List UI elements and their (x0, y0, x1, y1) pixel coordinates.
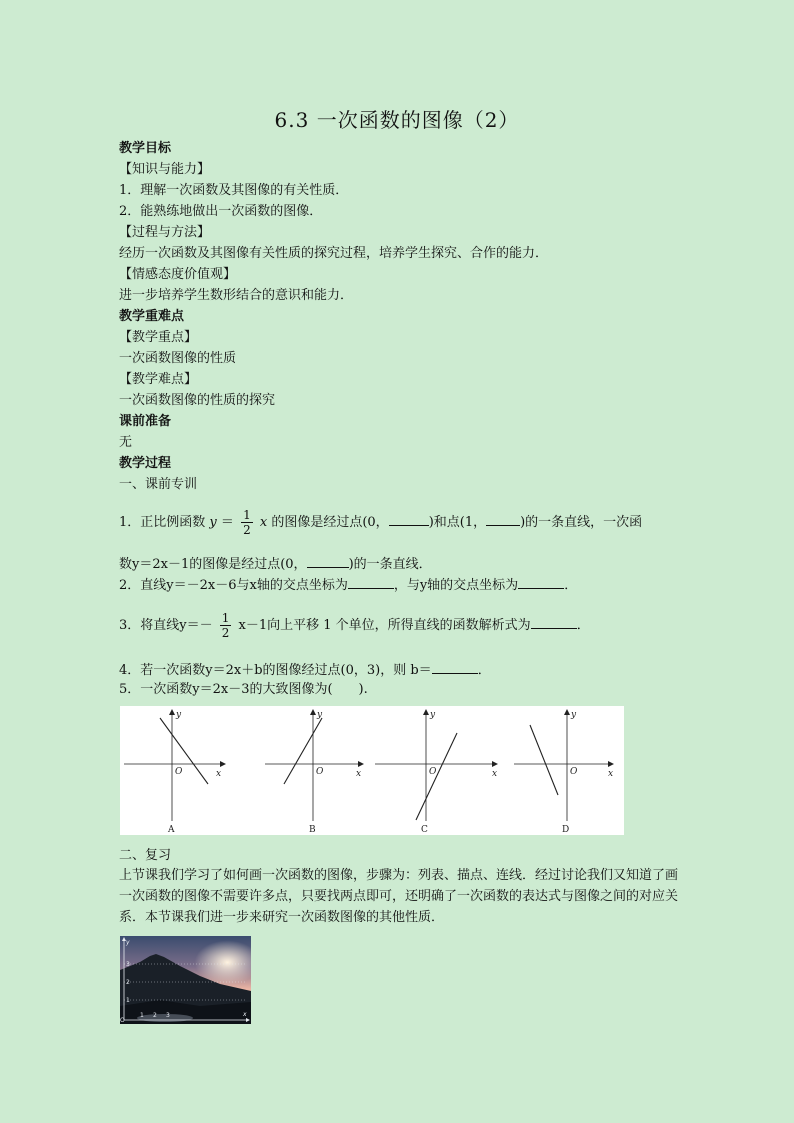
question-5: 5．一次函数y＝2x－3的大致图像为( ). (119, 682, 368, 697)
graph-d-origin: O (570, 767, 578, 777)
q4-text-a: 4．若一次函数y＝2x＋b的图像经过点(0，3)，则 b＝ (119, 663, 432, 678)
graph-options-svg (120, 706, 624, 835)
q1-line2-text-a: 数y＝2x－1的图像是经过点(0， (119, 557, 307, 572)
graph-d-x-label: x (608, 769, 614, 779)
part1-heading: 一、课前专训 (119, 477, 198, 492)
graph-c-x-label: x (492, 769, 498, 779)
q3-text-c: ． (576, 618, 590, 633)
q1-line2-text-b: )的一条直线． (348, 557, 432, 572)
graph-b-label: B (309, 825, 316, 835)
question-1-line-2 (119, 553, 432, 575)
q2-blank-1[interactable] (348, 574, 394, 589)
photo-x-tick-2: 2 (153, 1012, 157, 1019)
q1-var-x: x (259, 515, 268, 530)
question-3 (119, 611, 590, 641)
review-heading: 二、复习 (119, 848, 172, 863)
q1-fraction (241, 508, 253, 537)
q2-text-b: ，与y轴的交点坐标为 (393, 578, 519, 593)
graph-a-label: A (168, 825, 175, 835)
attitude-heading: 【情感态度价值观】 (119, 267, 237, 282)
review-text: 上节课我们学习了如何画一次函数的图像，步骤为：列表、描点、连线．经过讨论我们又知道了画一次函数的图像不需要许多点，只要找两点即可，还明确了一次函数的表达式与图像之间的对应关系．本节课我们进一步来研究一次函数图像的其他性质． (119, 868, 679, 925)
graph-c (375, 709, 498, 835)
graph-c-label: C (421, 825, 428, 835)
q1-var-y: y (209, 515, 217, 530)
process-text: 经历一次函数及其图像有关性质的探究过程，培养学生探究、合作的能力． (119, 246, 549, 261)
q1-blank-3[interactable] (307, 553, 349, 568)
q4-blank[interactable] (432, 659, 478, 674)
photo-x-label: x (243, 1011, 247, 1018)
graph-b (265, 709, 364, 835)
q3-blank[interactable] (531, 614, 577, 629)
q1-blank-2[interactable] (486, 511, 520, 526)
q3-text-b: x－1向上平移 1 个单位，所得直线的函数解析式为 (238, 618, 531, 633)
graph-a-y-label: y (176, 710, 182, 720)
photo-y-tick-3: 3 (126, 961, 130, 968)
photo-x-tick-3: 3 (166, 1012, 170, 1019)
graph-a-x-label: x (216, 769, 222, 779)
q1-frac-den: 2 (243, 523, 251, 537)
q2-text-a: 2．直线y＝－2x－6与x轴的交点坐标为 (119, 578, 348, 593)
q1-text-b: 的图像是经过点(0， (271, 515, 389, 530)
focus-heading: 【教学重点】 (119, 330, 198, 345)
photo-x-tick-1: 1 (140, 1012, 144, 1019)
question-2 (119, 574, 577, 596)
q4-text-b: ． (477, 663, 491, 678)
q1-blank-1[interactable] (389, 511, 429, 526)
q2-blank-2[interactable] (518, 574, 564, 589)
knowledge-item-1: 1．理解一次函数及其图像的有关性质． (119, 183, 349, 198)
q2-text-c: ． (564, 578, 578, 593)
graph-b-origin: O (316, 767, 324, 777)
goals-heading: 教学目标 (119, 141, 172, 156)
graph-d-label: D (562, 825, 570, 835)
question-1-line-1 (119, 508, 642, 538)
graph-a-origin: O (175, 767, 183, 777)
photo-y-label: y (126, 939, 130, 946)
knowledge-heading: 【知识与能力】 (119, 162, 211, 177)
q1-text-d: )的一条直线，一次函 (520, 515, 643, 530)
graph-a (124, 709, 226, 835)
prep-heading: 课前准备 (119, 414, 172, 429)
q3-text-a: 3．将直线y＝－ (119, 618, 213, 633)
difficulty-text: 一次函数图像的性质的探究 (119, 393, 276, 408)
prep-text: 无 (119, 435, 133, 450)
q3-frac-num: 1 (221, 611, 230, 625)
mountain-photo-svg (120, 936, 251, 1024)
attitude-text: 进一步培养学生数形结合的意识和能力． (119, 288, 354, 303)
photo-y-tick-1: 1 (126, 997, 130, 1004)
knowledge-item-2: 2．能熟练地做出一次函数的图像． (119, 204, 323, 219)
focus-text: 一次函数图像的性质 (119, 351, 237, 366)
graph-c-origin: O (429, 767, 437, 777)
q3-fraction (220, 611, 232, 640)
photo-origin: O (120, 1017, 125, 1024)
q1-frac-num: 1 (243, 508, 251, 522)
mountain-photo (120, 936, 251, 1024)
q3-frac-den: 2 (221, 626, 230, 640)
process-heading: 【过程与方法】 (119, 225, 211, 240)
q1-text-c: )和点(1， (428, 515, 487, 530)
process-main-heading: 教学过程 (119, 456, 172, 471)
graph-c-y-label: y (430, 710, 436, 720)
photo-y-tick-2: 2 (126, 979, 130, 986)
page-title: 6.3 一次函数的图像（2） (274, 108, 520, 132)
q1-equals: ＝ (220, 515, 234, 530)
question-4 (119, 659, 491, 681)
graph-b-y-label: y (317, 710, 323, 720)
keypoints-heading: 教学重难点 (119, 309, 185, 324)
graph-d-y-label: y (571, 710, 577, 720)
graph-d (514, 709, 614, 835)
q1-text-a: 1．正比例函数 (119, 515, 206, 530)
graph-b-x-label: x (356, 769, 362, 779)
difficulty-heading: 【教学难点】 (119, 372, 198, 387)
graph-options-figure (120, 706, 624, 835)
